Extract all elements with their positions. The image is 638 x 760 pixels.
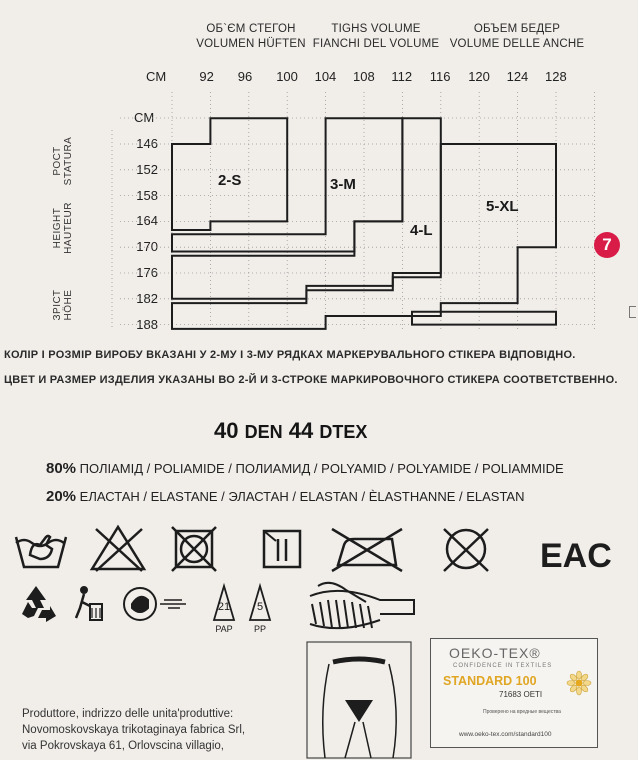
x-tick-label: 96 <box>237 69 253 84</box>
oeko-tex-number: 71683 OETI <box>499 690 543 699</box>
producer-info: Produttore, indrizzo delle unita'produttive: Novomoskovskaya trikotaginaya fabrica Srl, via Pokrovskaya 61, Orlovscina villagio, <box>22 708 246 752</box>
side-label-zrist: ЗРІСТ HÖHE <box>52 289 74 321</box>
composition-row: 80% ПОЛІАМІД / POLIAMIDE / ПОЛИАМИД / POLYAMID / POLYAMIDE / POLIAMMIDE <box>46 460 564 477</box>
size-region-5xl-right <box>412 312 556 325</box>
y-axis-unit: CM <box>134 110 155 125</box>
recycle-pp-icon <box>250 586 270 634</box>
composition-row: 20% ЕЛАСТАН / ELASTANE / ЭЛАСТАН / ELASTAN / ÈLASTHANNE / ELASTAN <box>46 488 525 505</box>
y-tick-label: 152 <box>136 161 158 177</box>
no-bleach-icon <box>92 527 144 571</box>
y-tick-label: 158 <box>136 187 158 203</box>
daisy-icon <box>567 671 591 695</box>
oeko-tex-tagline: CONFIDENCE IN TEXTILES <box>453 663 553 669</box>
size-label-5xl: 5-XL <box>486 198 519 215</box>
size-region-4l <box>172 118 441 299</box>
no-tumble-dry-icon <box>172 527 216 571</box>
header-hips-ru-it: ОБЪЕМ БЕДЕР VOLUME DELLE ANCHE <box>449 23 585 50</box>
eac-mark-icon <box>540 537 612 575</box>
svg-text:21: 21 <box>217 601 231 613</box>
rolled-tights-icon <box>310 583 414 628</box>
y-tick-label: 170 <box>136 239 158 255</box>
recycle-pap-icon <box>214 586 234 634</box>
svg-text:PP: PP <box>253 624 267 634</box>
marker-number-badge: 7 <box>594 232 620 258</box>
x-tick-label: 112 <box>391 69 413 84</box>
oeko-tex-standard: STANDARD 100 <box>443 674 537 688</box>
x-tick-label: 100 <box>276 69 298 84</box>
x-tick-label: 92 <box>199 69 214 84</box>
oeko-tex-tested: Проверено на вредные вещества <box>483 709 561 715</box>
recycle-icon <box>22 586 56 622</box>
oeko-tex-url: www.oeko-tex.com/standard100 <box>459 731 552 738</box>
density-line: 40 DEN 44 DTEX <box>214 418 368 443</box>
line-dry-icon <box>264 531 300 567</box>
oeko-tex-brand: OEKO-TEX® <box>449 645 541 661</box>
y-tick-label: 188 <box>136 316 158 332</box>
y-tick-label: 182 <box>136 290 158 306</box>
tights-silhouette-icon <box>305 640 415 760</box>
x-tick-label: 124 <box>506 69 529 84</box>
hand-wash-icon <box>16 536 66 567</box>
size-label-3m: 3-M <box>330 176 356 193</box>
x-tick-label: 128 <box>545 69 567 84</box>
y-tick-label: 146 <box>136 136 158 151</box>
svg-text:EAC: EAC <box>540 537 612 575</box>
y-tick-label: 164 <box>136 213 158 229</box>
size-label-4l: 4-L <box>410 222 433 239</box>
header-hips-en-it: TIGHS VOLUME FIANCHI DEL VOLUME <box>312 23 440 50</box>
x-tick-label: 116 <box>429 69 451 84</box>
no-dry-clean-icon <box>444 529 488 571</box>
no-litter-icon <box>76 587 102 620</box>
note-ua: КОЛІР І РОЗМІР ВИРОБУ ВКАЗАНІ У 2-МУ І 3-МУ РЯДКАХ МАРКЕРУВАЛЬНОГО СТІКЕРА ВІДПОВІДНО. <box>4 349 576 361</box>
x-tick-label: 108 <box>353 69 375 84</box>
side-label-height: HEIGHT HAUTEUR <box>52 202 74 254</box>
header-hips-ua-de: ОБ`ЄМ СТЕГОН VOLUMEN HÜFTEN <box>196 23 306 50</box>
y-tick-label: 176 <box>136 265 158 280</box>
no-iron-icon <box>332 529 402 571</box>
x-tick-label: 120 <box>468 69 490 84</box>
recycling-symbols-row <box>0 578 638 638</box>
green-dot-icon <box>124 588 186 620</box>
note-ru: ЦВЕТ И РАЗМЕР ИЗДЕЛИЯ УКАЗАНЫ ВО 2-Й И 3-СТРОКЕ МАРКИРОВОЧНОГО СТИКЕРА СООТВЕТСТВЕННО. <box>4 374 618 386</box>
x-axis-unit: CM <box>146 69 167 84</box>
svg-text:PAP: PAP <box>215 624 233 634</box>
size-chart <box>0 0 638 340</box>
size-label-2s: 2-S <box>218 172 242 189</box>
oeko-tex-label <box>430 638 598 748</box>
x-tick-label: 104 <box>314 69 337 84</box>
side-label-rost: РОСТ STATURA <box>52 136 74 186</box>
edge-mark <box>629 306 636 318</box>
svg-text:5: 5 <box>256 601 264 613</box>
care-symbols-row <box>0 515 638 575</box>
